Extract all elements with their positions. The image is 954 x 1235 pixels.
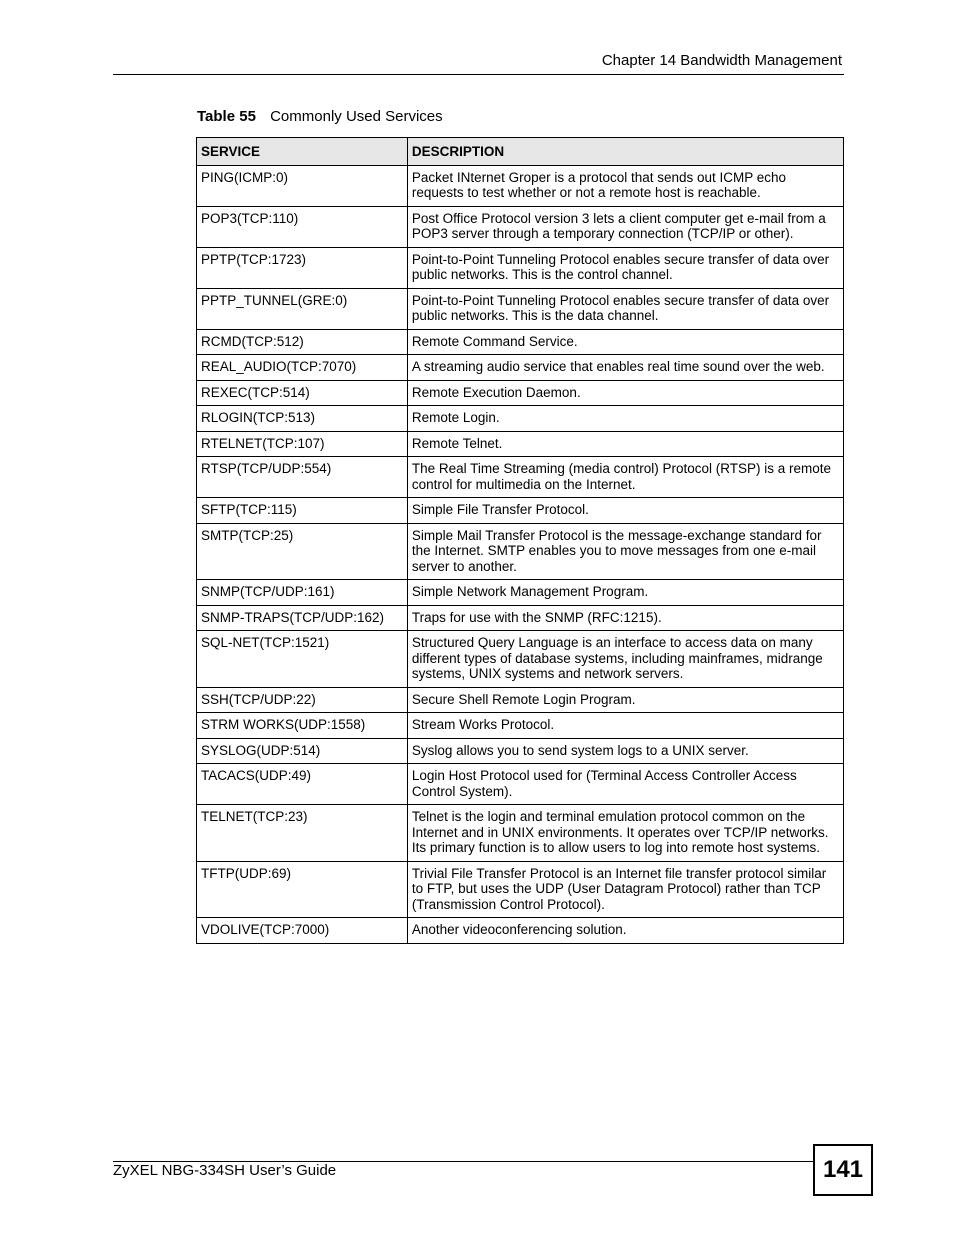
table-row <box>197 805 844 862</box>
table-row <box>197 687 844 713</box>
description-cell: The Real Time Streaming (media control) Protocol (RTSP) is a remote control for multimedia on the Internet. <box>407 457 843 498</box>
description-cell: Packet INternet Groper is a protocol that sends out ICMP echo requests to test whether or not a remote host is reachable. <box>407 165 843 206</box>
service-cell: RLOGIN(TCP:513) <box>197 406 408 432</box>
table-row <box>197 498 844 524</box>
service-cell: SSH(TCP/UDP:22) <box>197 687 408 713</box>
service-cell: RCMD(TCP:512) <box>197 329 408 355</box>
description-cell: Simple File Transfer Protocol. <box>407 498 843 524</box>
table-row <box>197 738 844 764</box>
services-table <box>196 137 844 944</box>
service-cell: PPTP(TCP:1723) <box>197 247 408 288</box>
table-row <box>197 523 844 580</box>
service-cell: SNMP(TCP/UDP:161) <box>197 580 408 606</box>
description-cell: Point-to-Point Tunneling Protocol enables secure transfer of data over public networks. This is the data channel. <box>407 288 843 329</box>
service-cell: VDOLIVE(TCP:7000) <box>197 918 408 944</box>
service-cell: POP3(TCP:110) <box>197 206 408 247</box>
column-header-service: SERVICE <box>197 138 408 166</box>
table-caption <box>197 108 443 125</box>
service-cell: SNMP-TRAPS(TCP/UDP:162) <box>197 605 408 631</box>
table-row <box>197 165 844 206</box>
description-cell: Simple Mail Transfer Protocol is the message-exchange standard for the Internet. SMTP enables you to move messages from one e-mail server to another. <box>407 523 843 580</box>
table-row <box>197 406 844 432</box>
description-cell: Secure Shell Remote Login Program. <box>407 687 843 713</box>
table-row <box>197 288 844 329</box>
description-cell: Remote Telnet. <box>407 431 843 457</box>
service-cell: STRM WORKS(UDP:1558) <box>197 713 408 739</box>
description-cell: Trivial File Transfer Protocol is an Internet file transfer protocol similar to FTP, but uses the UDP (User Datagram Protocol) rather than TCP (Transmission Control Protocol). <box>407 861 843 918</box>
service-cell: RTSP(TCP/UDP:554) <box>197 457 408 498</box>
table-number: Table 55 <box>197 108 256 125</box>
service-cell: PING(ICMP:0) <box>197 165 408 206</box>
service-cell: PPTP_TUNNEL(GRE:0) <box>197 288 408 329</box>
table-header-row <box>197 138 844 166</box>
description-cell: Remote Execution Daemon. <box>407 380 843 406</box>
table-row <box>197 631 844 688</box>
service-cell: SMTP(TCP:25) <box>197 523 408 580</box>
service-cell: TELNET(TCP:23) <box>197 805 408 862</box>
description-cell: A streaming audio service that enables real time sound over the web. <box>407 355 843 381</box>
description-cell: Traps for use with the SNMP (RFC:1215). <box>407 605 843 631</box>
service-cell: SYSLOG(UDP:514) <box>197 738 408 764</box>
service-cell: SQL-NET(TCP:1521) <box>197 631 408 688</box>
service-cell: REAL_AUDIO(TCP:7070) <box>197 355 408 381</box>
description-cell: Syslog allows you to send system logs to a UNIX server. <box>407 738 843 764</box>
service-cell: REXEC(TCP:514) <box>197 380 408 406</box>
description-cell: Structured Query Language is an interface to access data on many different types of database systems, including mainframes, midrange systems, UNIX systems and network servers. <box>407 631 843 688</box>
table-row <box>197 431 844 457</box>
table-row <box>197 764 844 805</box>
table-row <box>197 605 844 631</box>
description-cell: Remote Login. <box>407 406 843 432</box>
description-cell: Simple Network Management Program. <box>407 580 843 606</box>
service-cell: SFTP(TCP:115) <box>197 498 408 524</box>
table-row <box>197 861 844 918</box>
description-cell: Stream Works Protocol. <box>407 713 843 739</box>
table-row <box>197 355 844 381</box>
table-row <box>197 329 844 355</box>
table-row <box>197 206 844 247</box>
service-cell: TFTP(UDP:69) <box>197 861 408 918</box>
table-title: Commonly Used Services <box>270 108 443 125</box>
table-row <box>197 457 844 498</box>
service-cell: TACACS(UDP:49) <box>197 764 408 805</box>
guide-title: ZyXEL NBG-334SH User’s Guide <box>113 1162 337 1179</box>
description-cell: Login Host Protocol used for (Terminal Access Controller Access Control System). <box>407 764 843 805</box>
table-row <box>197 247 844 288</box>
description-cell: Point-to-Point Tunneling Protocol enables secure transfer of data over public networks. This is the control channel. <box>407 247 843 288</box>
column-header-description: DESCRIPTION <box>407 138 843 166</box>
description-cell: Another videoconferencing solution. <box>407 918 843 944</box>
service-cell: RTELNET(TCP:107) <box>197 431 408 457</box>
table-row <box>197 713 844 739</box>
header-divider <box>113 74 844 75</box>
description-cell: Remote Command Service. <box>407 329 843 355</box>
description-cell: Telnet is the login and terminal emulation protocol common on the Internet and in UNIX environments. It operates over TCP/IP networks. Its primary function is to allow users to log into remote host systems. <box>407 805 843 862</box>
table-row <box>197 918 844 944</box>
page-number: 141 <box>813 1144 873 1196</box>
table-row <box>197 380 844 406</box>
table-row <box>197 580 844 606</box>
description-cell: Post Office Protocol version 3 lets a client computer get e-mail from a POP3 server through a temporary connection (TCP/IP or other). <box>407 206 843 247</box>
chapter-header: Chapter 14 Bandwidth Management <box>601 52 842 69</box>
